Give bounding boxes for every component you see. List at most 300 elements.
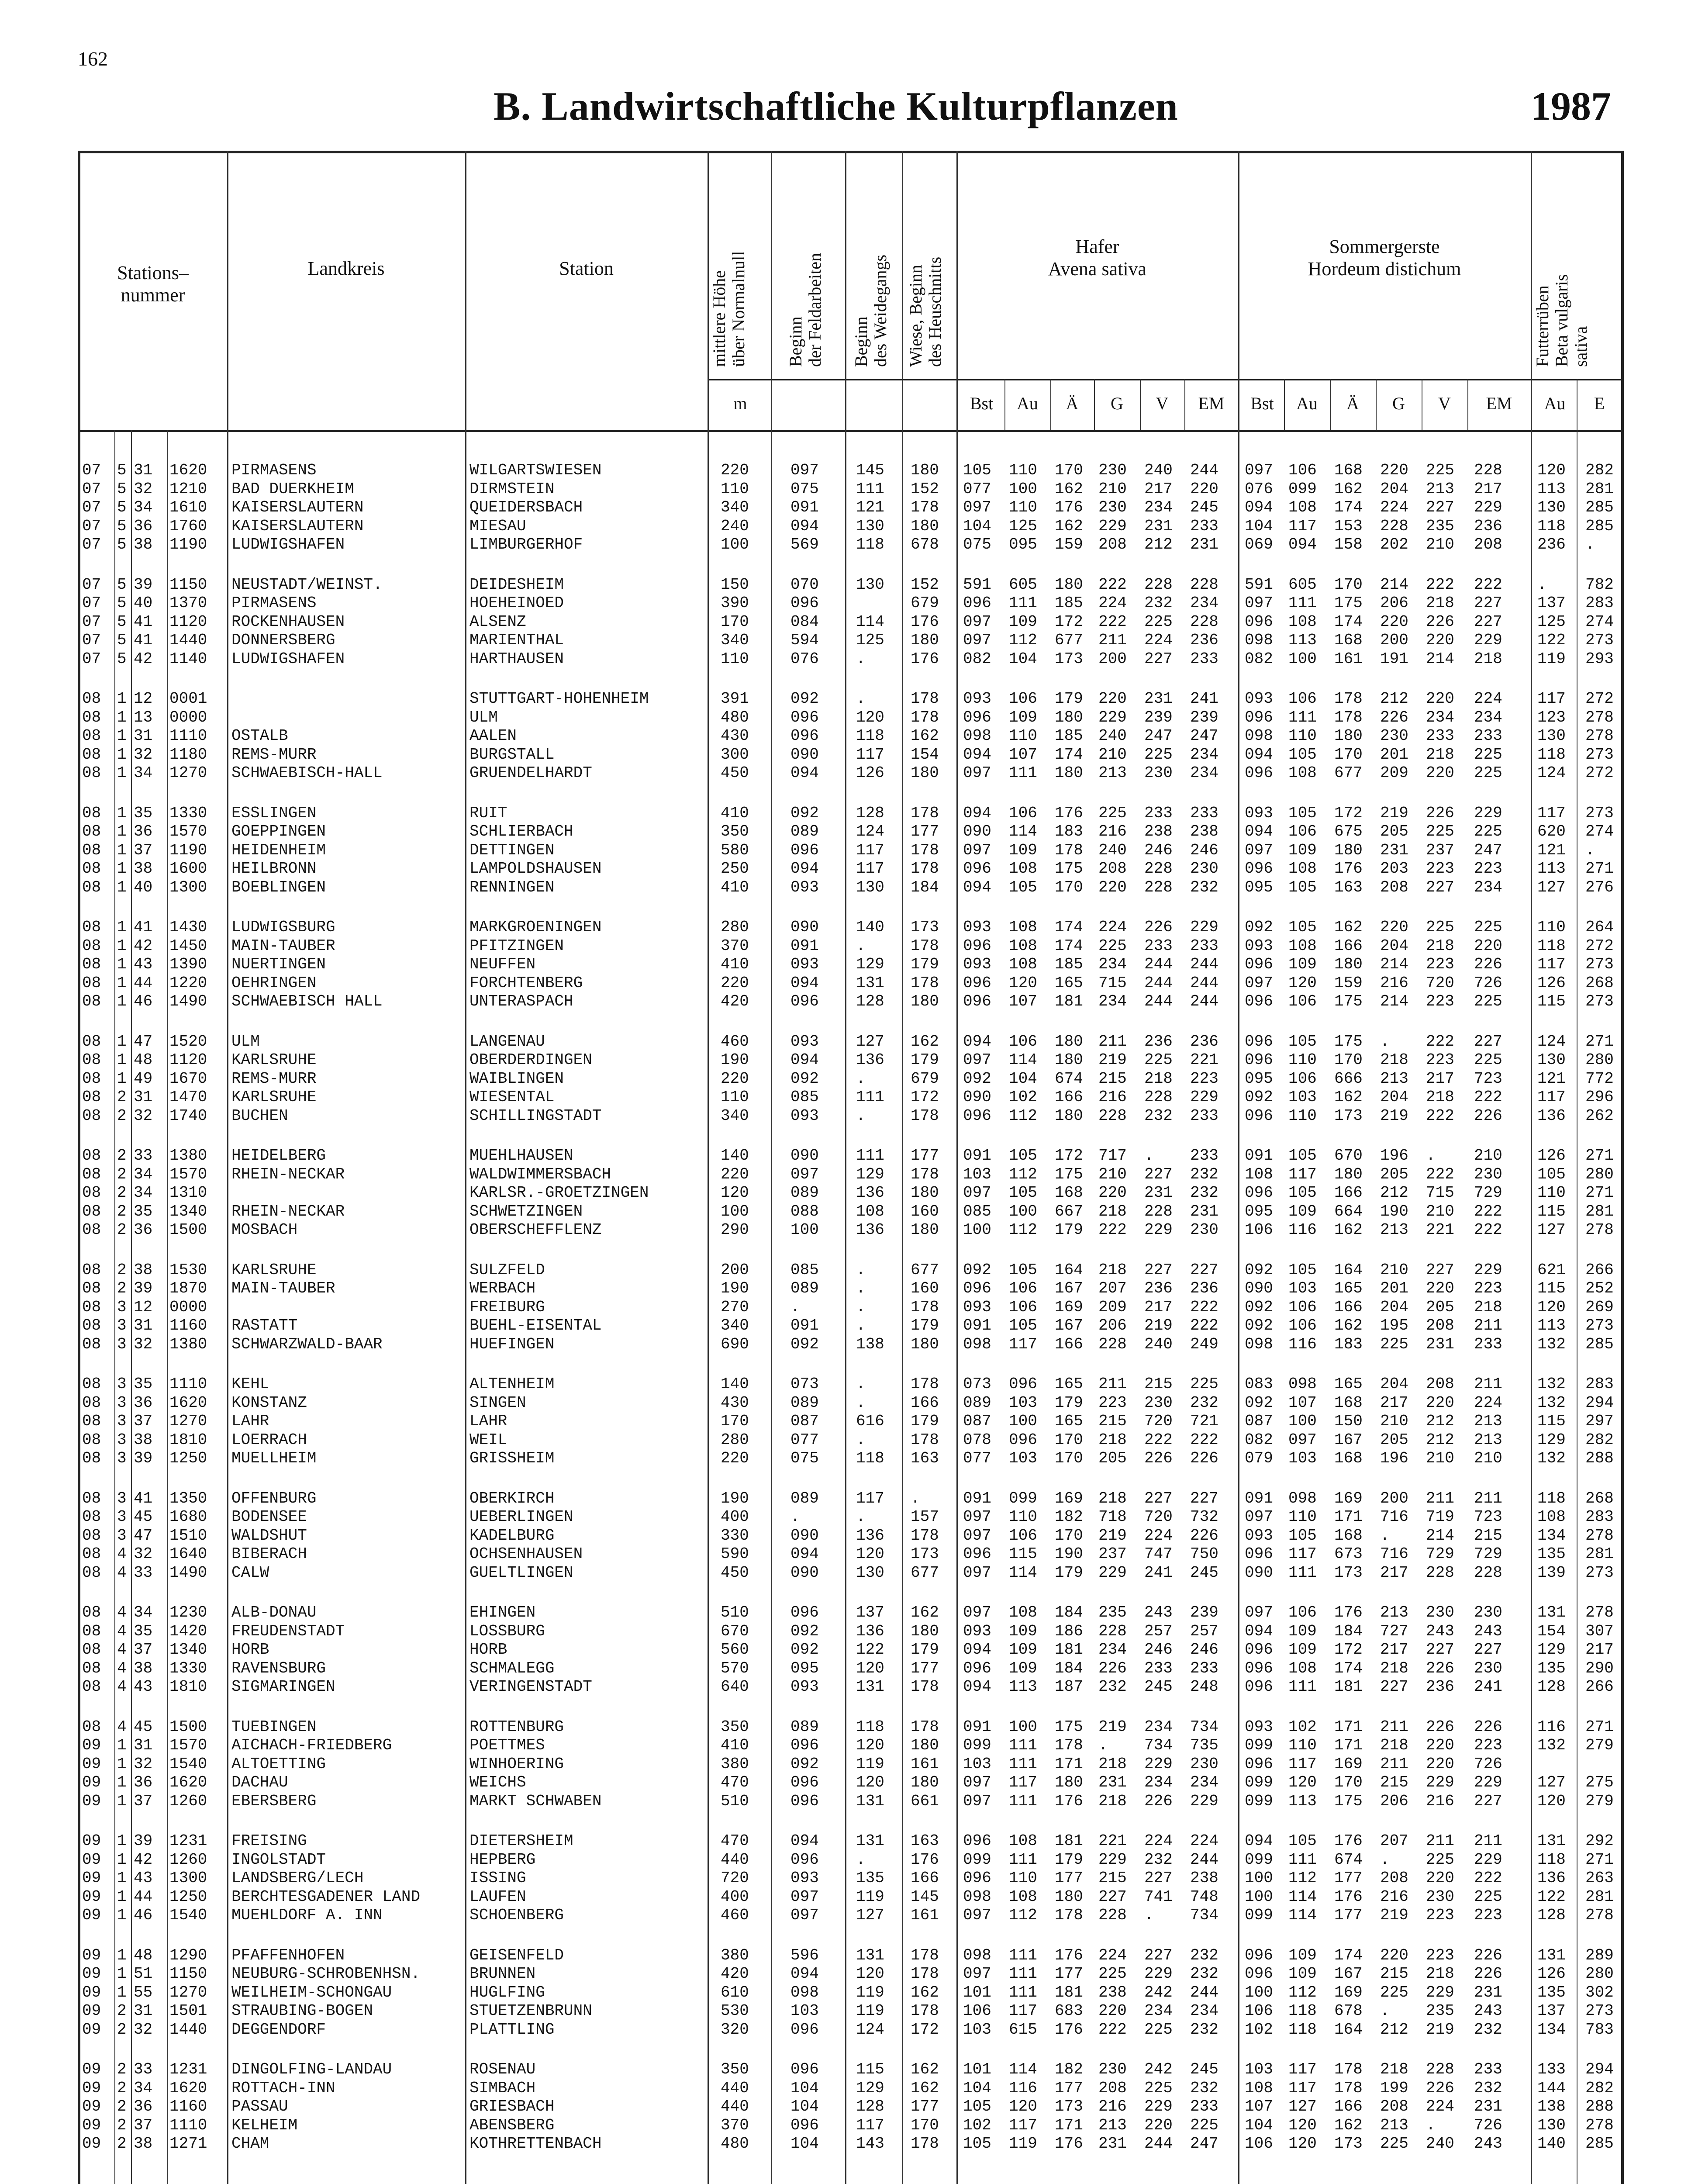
cell-station: HOEHEINOED	[469, 594, 564, 612]
cell-landkreis: RHEIN-NECKAR	[231, 1165, 345, 1183]
cell-bezirk: 4	[117, 1718, 127, 1736]
cell-gerste-au: 107	[1288, 1394, 1317, 1412]
cell-station: HARTHAUSEN	[469, 650, 564, 668]
cell-station: MARIENTHAL	[469, 631, 564, 649]
cell-hoehe: 670	[721, 1622, 749, 1640]
cell-station: ROTTENBURG	[469, 1718, 564, 1736]
cell-feld: 096	[790, 1773, 819, 1791]
cell-bezirk: 2	[117, 1184, 127, 1202]
cell-station: HEPBERG	[469, 1851, 536, 1869]
cell-gerste-ae: 176	[1334, 1832, 1363, 1850]
cell-kreis: 42	[134, 650, 153, 668]
cell-gerste-ae: 175	[1334, 1033, 1363, 1051]
cell-gerste-g: 216	[1380, 974, 1408, 992]
cell-rueben-e: 273	[1585, 1317, 1614, 1334]
cell-gerste-bst: 091	[1245, 1147, 1273, 1165]
cell-hafer-em: 244	[1190, 992, 1218, 1010]
cell-station: BUEHL-EISENTAL	[469, 1317, 602, 1334]
cell-rueben-au: .	[1537, 576, 1547, 594]
cell-nr: 1120	[169, 613, 207, 631]
cell-gerste-g: 218	[1380, 1659, 1408, 1677]
cell-feld: 100	[790, 1221, 819, 1239]
cell-hafer-g: 218	[1098, 1792, 1127, 1810]
cell-land: 09	[82, 1736, 101, 1754]
cell-hafer-g: 224	[1098, 1946, 1127, 1964]
cell-land: 08	[82, 1508, 101, 1526]
cell-landkreis: LUDWIGSHAFEN	[231, 650, 345, 668]
cell-heu: 166	[911, 1869, 939, 1887]
cell-hafer-bst: 093	[963, 918, 991, 936]
cell-nr: 1231	[169, 1832, 207, 1850]
cell-landkreis: RAVENSBURG	[231, 1659, 326, 1677]
cell-hafer-g: 230	[1098, 498, 1127, 516]
cell-gerste-g: 200	[1380, 1489, 1408, 1507]
cell-kreis: 37	[134, 1412, 153, 1430]
cell-station: GUELTLINGEN	[469, 1564, 573, 1582]
cell-feld: 070	[790, 576, 819, 594]
cell-kreis: 48	[134, 1051, 153, 1069]
cell-gerste-bst: 096	[1245, 1051, 1273, 1069]
cell-gerste-em: 230	[1474, 1165, 1502, 1183]
cell-hafer-bst: 087	[963, 1412, 991, 1430]
col-divider	[465, 151, 466, 2184]
cell-hafer-g: 218	[1098, 1431, 1127, 1449]
cell-bezirk: 4	[117, 1603, 127, 1621]
cell-kreis: 41	[134, 1489, 153, 1507]
cell-hafer-au: 115	[1009, 1545, 1037, 1563]
cell-station: WIESENTAL	[469, 1088, 555, 1106]
cell-hoehe: 510	[721, 1603, 749, 1621]
cell-weide: .	[856, 1431, 866, 1449]
cell-gerste-v: 231	[1426, 1335, 1454, 1353]
cell-gerste-ae: 167	[1334, 1965, 1363, 1983]
cell-gerste-bst: 093	[1245, 690, 1273, 708]
cell-rueben-e: 285	[1585, 1335, 1614, 1353]
cell-rueben-au: 124	[1537, 764, 1566, 782]
cell-rueben-e: 285	[1585, 2135, 1614, 2153]
cell-weide: .	[856, 1317, 866, 1334]
cell-gerste-g: 212	[1380, 1184, 1408, 1202]
cell-weide: 130	[856, 517, 884, 535]
cell-bezirk: 1	[117, 1906, 127, 1924]
cell-hafer-ae: 169	[1055, 1298, 1083, 1316]
cell-feld: 092	[790, 804, 819, 822]
cell-heu: 178	[911, 1431, 939, 1449]
cell-land: 08	[82, 1603, 101, 1621]
cell-hafer-bst: 099	[963, 1851, 991, 1869]
cell-hafer-ae: 185	[1055, 955, 1083, 973]
cell-bezirk: 4	[117, 1545, 127, 1563]
cell-nr: 1490	[169, 992, 207, 1010]
cell-weide: 136	[856, 1221, 884, 1239]
cell-landkreis: STRAUBING-BOGEN	[231, 2002, 373, 2020]
cell-hafer-v: 238	[1144, 822, 1173, 840]
cell-weide: 117	[856, 860, 884, 878]
cell-kreis: 43	[134, 1869, 153, 1887]
cell-kreis: 44	[134, 974, 153, 992]
cell-bezirk: 5	[117, 498, 127, 516]
cell-nr: 1760	[169, 517, 207, 535]
cell-rueben-au: 236	[1537, 536, 1566, 553]
cell-hafer-g: 229	[1098, 1564, 1127, 1582]
cell-kreis: 34	[134, 498, 153, 516]
cell-nr: 1271	[169, 2135, 207, 2153]
cell-hafer-g: 228	[1098, 1107, 1127, 1125]
cell-feld: 094	[790, 764, 819, 782]
cell-hafer-ae: 179	[1055, 1851, 1083, 1869]
cell-hafer-em: 226	[1190, 1527, 1218, 1545]
cell-gerste-v: 236	[1426, 1678, 1454, 1696]
cell-hafer-em: 236	[1190, 631, 1218, 649]
cell-gerste-em: 233	[1474, 2060, 1502, 2078]
cell-gerste-bst: 098	[1245, 1335, 1273, 1353]
cell-hafer-ae: 176	[1055, 804, 1083, 822]
cell-landkreis: AICHACH-FRIEDBERG	[231, 1736, 392, 1754]
cell-gerste-au: 105	[1288, 1147, 1317, 1165]
cell-hafer-bst: 094	[963, 1641, 991, 1659]
cell-weide: 143	[856, 2135, 884, 2153]
cell-rueben-e: 280	[1585, 1965, 1614, 1983]
cell-gerste-v: 214	[1426, 650, 1454, 668]
cell-gerste-g: 219	[1380, 1906, 1408, 1924]
cell-hafer-au: 109	[1009, 1659, 1037, 1677]
cell-hoehe: 350	[721, 2060, 749, 2078]
cell-hafer-v: 236	[1144, 1279, 1173, 1297]
cell-landkreis: SIGMARINGEN	[231, 1678, 335, 1696]
cell-hafer-ae: 177	[1055, 2079, 1083, 2097]
cell-feld: 090	[790, 1527, 819, 1545]
cell-gerste-au: 111	[1288, 1678, 1317, 1696]
cell-hafer-g: 232	[1098, 1678, 1127, 1696]
cell-weide: 119	[856, 1755, 884, 1773]
cell-bezirk: 1	[117, 1869, 127, 1887]
cell-hoehe: 470	[721, 1832, 749, 1850]
cell-hafer-g: 213	[1098, 2116, 1127, 2134]
cell-station: GRIESBACH	[469, 2098, 555, 2115]
cell-hafer-au: 116	[1009, 2079, 1037, 2097]
cell-hoehe: 150	[721, 576, 749, 594]
cell-gerste-au: 109	[1288, 1965, 1317, 1983]
cell-rueben-e: 782	[1585, 576, 1614, 594]
cell-gerste-em: 231	[1474, 1984, 1502, 2001]
cell-land: 08	[82, 1641, 101, 1659]
cell-station: LANGENAU	[469, 1033, 545, 1051]
cell-feld: 089	[790, 1279, 819, 1297]
cell-hafer-v: 231	[1144, 1184, 1173, 1202]
cell-nr: 1380	[169, 1335, 207, 1353]
cell-gerste-au: 112	[1288, 1869, 1317, 1887]
cell-gerste-bst: 092	[1245, 1088, 1273, 1106]
cell-station: HUEFINGEN	[469, 1335, 555, 1353]
cell-gerste-v: 226	[1426, 2079, 1454, 2097]
cell-rueben-e: 271	[1585, 1851, 1614, 1869]
cell-hafer-ae: 162	[1055, 517, 1083, 535]
cell-gerste-g: 218	[1380, 1736, 1408, 1754]
cell-hafer-v: 230	[1144, 1394, 1173, 1412]
cell-gerste-g: 205	[1380, 822, 1408, 840]
cell-hafer-v: .	[1144, 1147, 1154, 1165]
cell-gerste-ae: 168	[1334, 1449, 1363, 1467]
cell-gerste-g: 213	[1380, 2116, 1408, 2134]
cell-gerste-g: 228	[1380, 517, 1408, 535]
cell-gerste-v: 235	[1426, 2002, 1454, 2020]
cell-heu: 180	[911, 1335, 939, 1353]
cell-landkreis: REMS-MURR	[231, 746, 317, 764]
cell-weide: 118	[856, 1449, 884, 1467]
cell-heu: 178	[911, 1527, 939, 1545]
cell-weide: 127	[856, 1906, 884, 1924]
cell-gerste-bst: 108	[1245, 2079, 1273, 2097]
cell-weide: 114	[856, 613, 884, 631]
cell-hafer-ae: 185	[1055, 727, 1083, 745]
cell-bezirk: 5	[117, 576, 127, 594]
cell-gerste-au: 105	[1288, 918, 1317, 936]
cell-gerste-au: 108	[1288, 764, 1317, 782]
cell-hafer-em: 233	[1190, 2098, 1218, 2115]
cell-weide: 127	[856, 1033, 884, 1051]
cell-hafer-ae: 186	[1055, 1622, 1083, 1640]
cell-gerste-au: 110	[1288, 727, 1317, 745]
header-feldarbeit: Beginn der Feldarbeiten	[786, 253, 825, 367]
cell-bezirk: 1	[117, 918, 127, 936]
cell-station: BRUNNEN	[469, 1965, 536, 1983]
cell-gerste-bst: 097	[1245, 1508, 1273, 1526]
cell-gerste-v: 208	[1426, 1317, 1454, 1334]
cell-hafer-bst: 097	[963, 498, 991, 516]
cell-landkreis: CALW	[231, 1564, 269, 1582]
cell-landkreis: BODENSEE	[231, 1508, 307, 1526]
cell-landkreis: MUEHLDORF A. INN	[231, 1906, 383, 1924]
cell-gerste-ae: 176	[1334, 860, 1363, 878]
cell-hafer-g: 238	[1098, 1984, 1127, 2001]
cell-landkreis: ULM	[231, 1033, 260, 1051]
cell-hafer-au: 108	[1009, 1832, 1037, 1850]
cell-nr: 1530	[169, 1261, 207, 1279]
cell-gerste-au: 098	[1288, 1489, 1317, 1507]
cell-hafer-ae: 190	[1055, 1545, 1083, 1563]
cell-hafer-ae: 184	[1055, 1603, 1083, 1621]
cell-gerste-bst: 082	[1245, 650, 1273, 668]
cell-hafer-bst: 096	[963, 974, 991, 992]
cell-gerste-ae: 677	[1334, 764, 1363, 782]
cell-gerste-g: 215	[1380, 1773, 1408, 1791]
cell-weide: 111	[856, 480, 884, 498]
cell-hafer-g: 229	[1098, 708, 1127, 726]
cell-rueben-au: 124	[1537, 1033, 1566, 1051]
cell-rueben-e: 289	[1585, 1946, 1614, 1964]
cell-kreis: 41	[134, 613, 153, 631]
cell-land: 08	[82, 804, 101, 822]
cell-bezirk: 3	[117, 1431, 127, 1449]
cell-gerste-em: 223	[1474, 860, 1502, 878]
cell-hafer-ae: 175	[1055, 1165, 1083, 1183]
cell-gerste-g: 220	[1380, 1946, 1408, 1964]
cell-kreis: 32	[134, 1107, 153, 1125]
cell-gerste-ae: 170	[1334, 1773, 1363, 1791]
cell-rueben-e: 271	[1585, 1147, 1614, 1165]
cell-bezirk: 1	[117, 841, 127, 859]
cell-land: 08	[82, 1489, 101, 1507]
cell-nr: 1340	[169, 1641, 207, 1659]
cell-heu: 178	[911, 804, 939, 822]
col-divider	[956, 151, 958, 2184]
cell-weide: 125	[856, 631, 884, 649]
cell-gerste-v: 221	[1426, 1221, 1454, 1239]
cell-hafer-bst: 098	[963, 1888, 991, 1906]
cell-gerste-v: 243	[1426, 1622, 1454, 1640]
cell-hafer-au: 106	[1009, 1279, 1037, 1297]
cell-rueben-au: 117	[1537, 690, 1566, 708]
cell-rueben-e: 278	[1585, 727, 1614, 745]
cell-bezirk: 1	[117, 764, 127, 782]
cell-nr: 1250	[169, 1449, 207, 1467]
cell-hafer-v: .	[1144, 1906, 1154, 1924]
subheader-gerste-9: G	[1392, 394, 1405, 413]
cell-nr: 1520	[169, 1033, 207, 1051]
cell-hoehe: 430	[721, 727, 749, 745]
cell-gerste-au: 116	[1288, 1335, 1317, 1353]
cell-gerste-bst: 096	[1245, 1641, 1273, 1659]
cell-gerste-g: 727	[1380, 1622, 1408, 1640]
cell-heu: 177	[911, 822, 939, 840]
cell-hoehe: 410	[721, 878, 749, 896]
cell-kreis: 13	[134, 708, 153, 726]
cell-gerste-ae: 171	[1334, 1736, 1363, 1754]
cell-gerste-g: 218	[1380, 1051, 1408, 1069]
cell-weide: 118	[856, 1718, 884, 1736]
cell-hafer-ae: 170	[1055, 461, 1083, 479]
cell-hoehe: 420	[721, 992, 749, 1010]
cell-nr: 1220	[169, 974, 207, 992]
cell-heu: 178	[911, 1375, 939, 1393]
cell-weide: 130	[856, 576, 884, 594]
cell-feld: 093	[790, 878, 819, 896]
cell-hoehe: 220	[721, 1070, 749, 1088]
cell-hafer-ae: 176	[1055, 1792, 1083, 1810]
cell-hafer-ae: 181	[1055, 992, 1083, 1010]
cell-hafer-au: 104	[1009, 1070, 1037, 1088]
header-heuschnitt: Wiese, Beginn des Heuschnitts	[906, 256, 945, 367]
cell-gerste-g: 204	[1380, 1298, 1408, 1316]
cell-land: 07	[82, 536, 101, 553]
cell-gerste-g: 217	[1380, 1564, 1408, 1582]
cell-weide: 121	[856, 498, 884, 516]
cell-gerste-bst: 100	[1245, 1888, 1273, 1906]
cell-gerste-g: 211	[1380, 1755, 1408, 1773]
cell-station: UEBERLINGEN	[469, 1508, 573, 1526]
cell-feld: 090	[790, 1147, 819, 1165]
cell-gerste-em: 243	[1474, 2002, 1502, 2020]
cell-gerste-au: 094	[1288, 536, 1317, 553]
cell-landkreis: DACHAU	[231, 1773, 288, 1791]
cell-hafer-v: 246	[1144, 1641, 1173, 1659]
header-weidegang: Beginn des Weidegangs	[851, 254, 890, 367]
cell-weide: .	[856, 1375, 866, 1393]
cell-hafer-v: 227	[1144, 1946, 1173, 1964]
cell-bezirk: 1	[117, 860, 127, 878]
cell-gerste-au: 110	[1288, 1107, 1317, 1125]
cell-gerste-ae: 150	[1334, 1412, 1363, 1430]
cell-rueben-e: 271	[1585, 860, 1614, 878]
cell-gerste-bst: 104	[1245, 517, 1273, 535]
cell-rueben-e: 262	[1585, 1107, 1614, 1125]
subheader-gerste-10: V	[1438, 394, 1451, 413]
cell-nr: 1260	[169, 1792, 207, 1810]
cell-weide: 117	[856, 1489, 884, 1507]
subheader-hafer-2: Ä	[1066, 394, 1079, 413]
cell-land: 08	[82, 1033, 101, 1051]
cell-rueben-au: 130	[1537, 727, 1566, 745]
cell-rueben-au: 134	[1537, 1527, 1566, 1545]
cell-bezirk: 4	[117, 1641, 127, 1659]
cell-hafer-bst: 093	[963, 955, 991, 973]
cell-weide: .	[856, 1279, 866, 1297]
cell-gerste-au: 111	[1288, 594, 1317, 612]
cell-nr: 1330	[169, 804, 207, 822]
cell-gerste-au: 103	[1288, 1279, 1317, 1297]
cell-heu: 177	[911, 1659, 939, 1677]
cell-gerste-v: 230	[1426, 1603, 1454, 1621]
cell-gerste-ae: 673	[1334, 1545, 1363, 1563]
cell-land: 07	[82, 613, 101, 631]
cell-landkreis: PIRMASENS	[231, 461, 317, 479]
cell-hafer-bst: 097	[963, 1773, 991, 1791]
cell-rueben-e: 302	[1585, 1984, 1614, 2001]
cell-gerste-au: 114	[1288, 1888, 1317, 1906]
cell-hafer-bst: 090	[963, 1088, 991, 1106]
cell-rueben-au: 120	[1537, 461, 1566, 479]
cell-hafer-ae: 176	[1055, 498, 1083, 516]
cell-hafer-em: 233	[1190, 1107, 1218, 1125]
cell-hafer-em: 245	[1190, 498, 1218, 516]
cell-hafer-g: 218	[1098, 1755, 1127, 1773]
cell-rueben-e: 290	[1585, 1659, 1614, 1677]
cell-rueben-au: 113	[1537, 860, 1566, 878]
cell-gerste-au: 111	[1288, 708, 1317, 726]
cell-rueben-au: 131	[1537, 1603, 1566, 1621]
cell-rueben-au: 117	[1537, 1088, 1566, 1106]
cell-gerste-g: 212	[1380, 2021, 1408, 2039]
cell-weide: 119	[856, 1888, 884, 1906]
cell-land: 07	[82, 650, 101, 668]
cell-hafer-au: 106	[1009, 1298, 1037, 1316]
cell-land: 08	[82, 1165, 101, 1183]
cell-hafer-g: 205	[1098, 1449, 1127, 1467]
cell-hafer-bst: 101	[963, 2060, 991, 2078]
cell-kreis: 42	[134, 937, 153, 955]
cell-land: 09	[82, 2079, 101, 2097]
cell-gerste-g: 220	[1380, 613, 1408, 631]
cell-hafer-em: 241	[1190, 690, 1218, 708]
cell-gerste-em: 213	[1474, 1431, 1502, 1449]
cell-hoehe: 440	[721, 2079, 749, 2097]
cell-station: ULM	[469, 708, 498, 726]
cell-gerste-v: 235	[1426, 517, 1454, 535]
cell-heu: 154	[911, 746, 939, 764]
cell-hafer-au: 108	[1009, 918, 1037, 936]
cell-gerste-g: 213	[1380, 1221, 1408, 1239]
cell-nr: 1810	[169, 1678, 207, 1696]
cell-gerste-em: 222	[1474, 576, 1502, 594]
cell-hafer-ae: 180	[1055, 1051, 1083, 1069]
cell-gerste-g: 206	[1380, 1792, 1408, 1810]
cell-station: ALSENZ	[469, 613, 526, 631]
cell-hafer-au: 108	[1009, 1888, 1037, 1906]
cell-rueben-e: 288	[1585, 2098, 1614, 2115]
cell-hafer-g: 207	[1098, 1279, 1127, 1297]
cell-feld: 104	[790, 2098, 819, 2115]
cell-hafer-au: 108	[1009, 955, 1037, 973]
